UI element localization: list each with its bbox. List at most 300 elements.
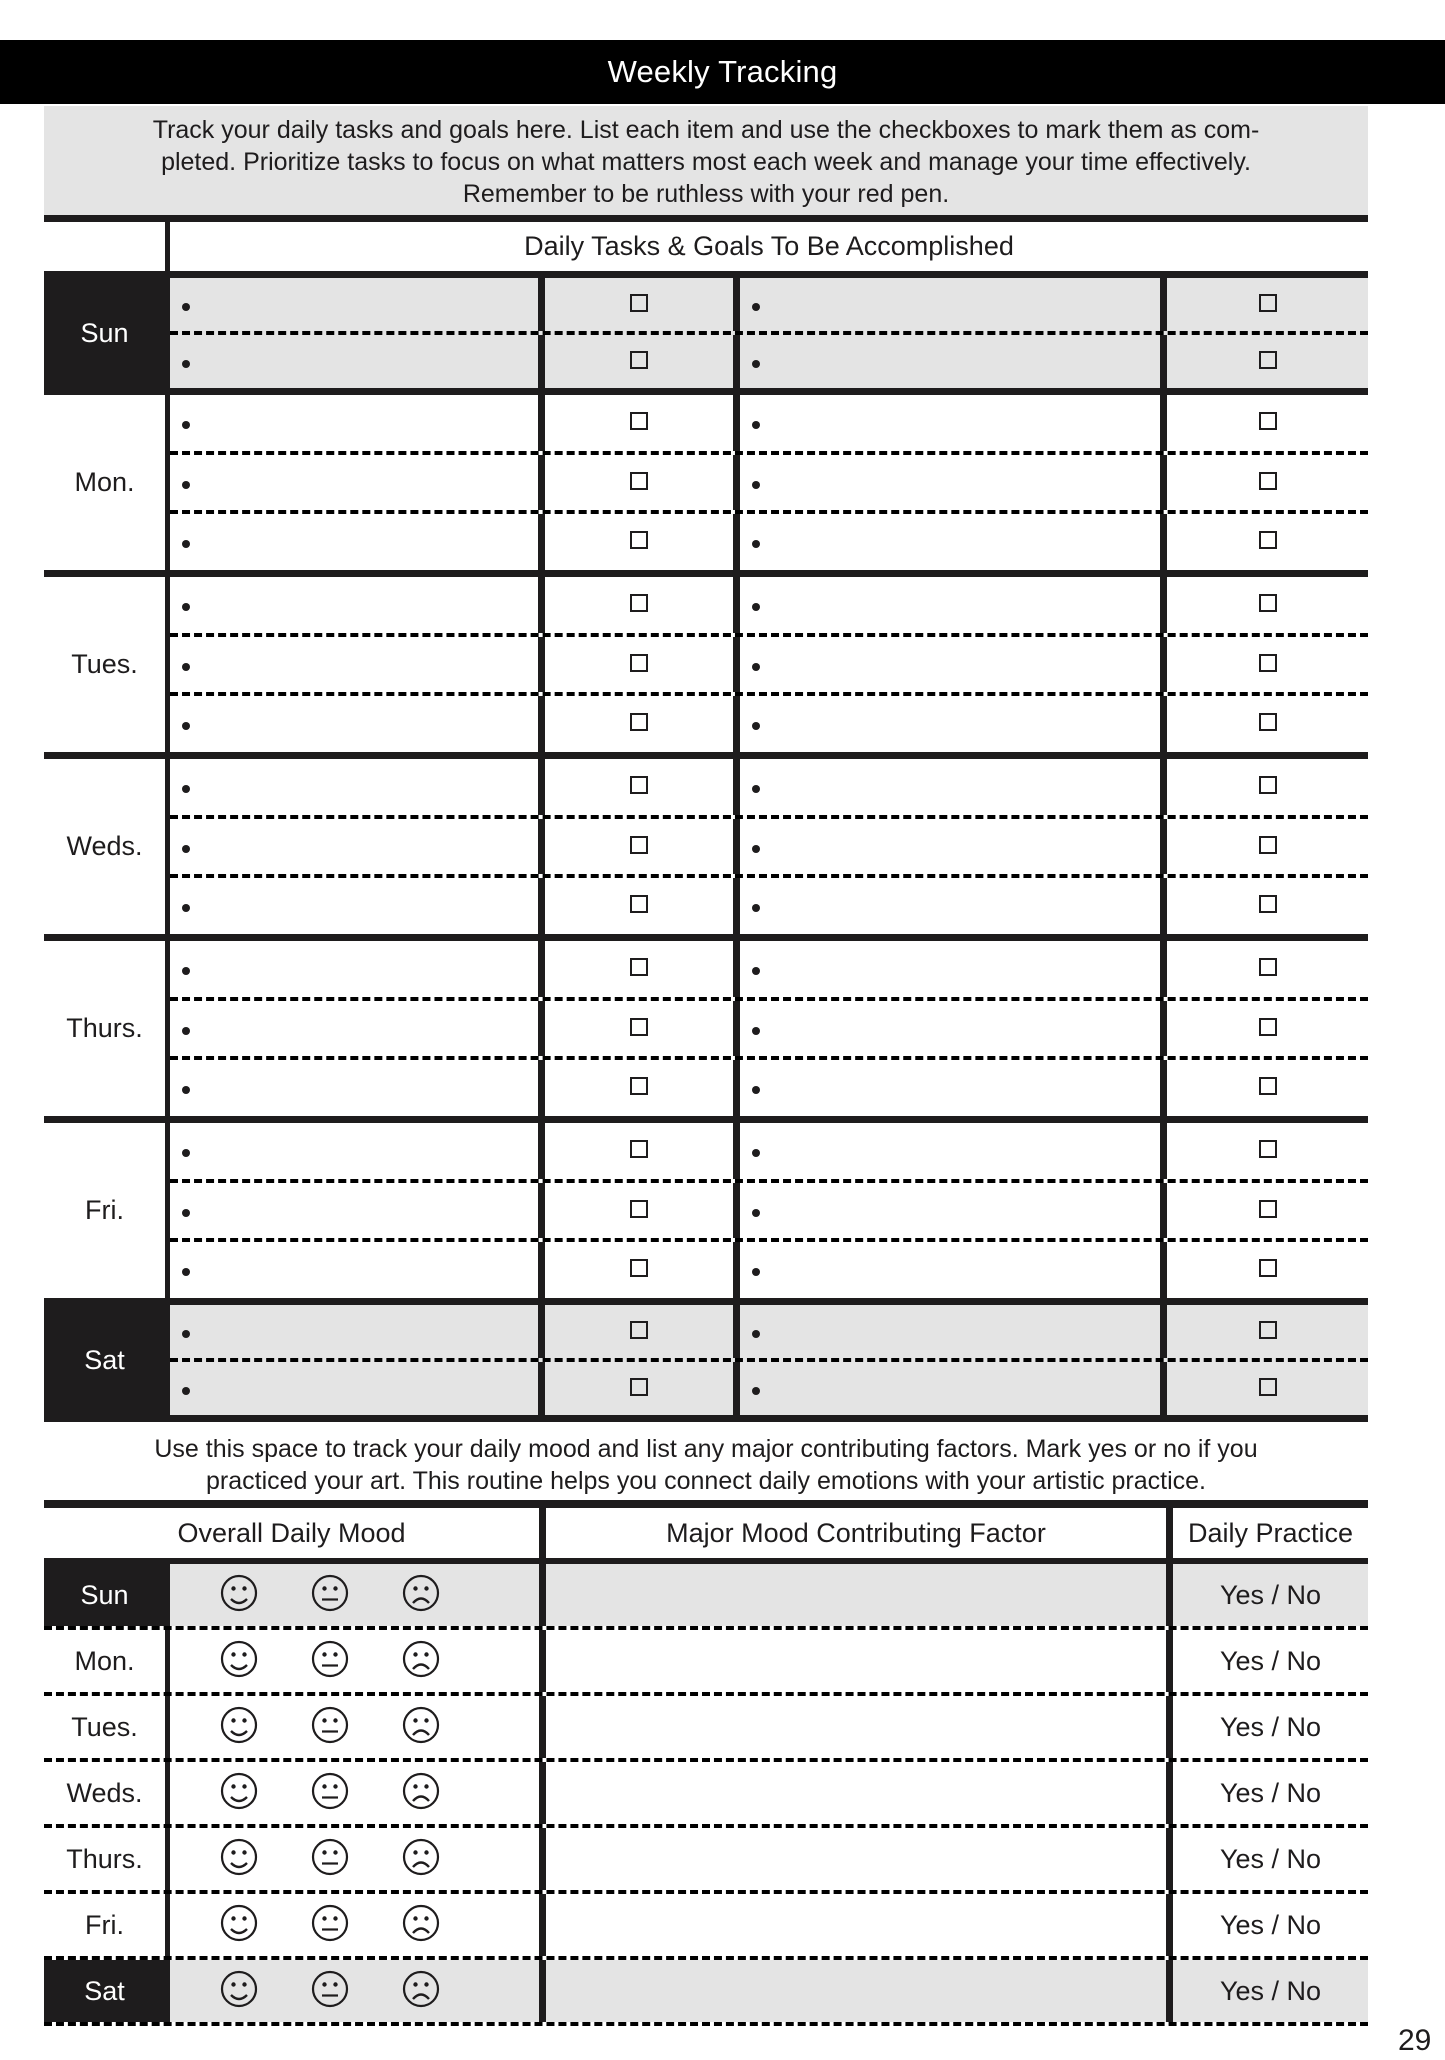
practice-yes-no[interactable]: Yes / No bbox=[1219, 1843, 1322, 1874]
checkbox-icon[interactable] bbox=[630, 836, 648, 854]
task-check-cell bbox=[1167, 335, 1368, 388]
mood-row bbox=[44, 1828, 1368, 1894]
practice-header-label: Daily Practice bbox=[1187, 1518, 1354, 1548]
column-divider bbox=[733, 878, 740, 934]
mood-day-rows bbox=[44, 1564, 1368, 2026]
checkbox-icon[interactable] bbox=[630, 531, 648, 549]
task-entry-field[interactable] bbox=[170, 514, 538, 570]
checkbox-icon[interactable] bbox=[1259, 1321, 1277, 1339]
checkbox-icon[interactable] bbox=[630, 351, 648, 369]
bullet-icon bbox=[182, 785, 190, 793]
factor-header-label: Major Mood Contributing Factor bbox=[666, 1518, 1046, 1548]
checkbox-icon[interactable] bbox=[630, 594, 648, 612]
task-check-cell bbox=[1167, 878, 1368, 934]
column-divider bbox=[1160, 1001, 1167, 1057]
mood-row bbox=[44, 1960, 1368, 2026]
mood-row bbox=[44, 1630, 1368, 1696]
task-check-cell bbox=[1167, 1242, 1368, 1298]
column-divider bbox=[733, 819, 740, 875]
practice-yes-no[interactable]: Yes / No bbox=[1219, 1909, 1322, 1940]
task-entry-field[interactable] bbox=[170, 819, 538, 875]
bullet-icon bbox=[752, 785, 760, 793]
task-row bbox=[170, 1305, 1368, 1358]
day-block bbox=[44, 1123, 1368, 1298]
checkbox-icon[interactable] bbox=[1259, 351, 1277, 369]
table-border bbox=[44, 1500, 1368, 1508]
mood-table bbox=[44, 1500, 1368, 2026]
column-divider bbox=[538, 637, 545, 693]
smiley-happy-icon[interactable] bbox=[220, 1574, 258, 1612]
checkbox-icon[interactable] bbox=[630, 895, 648, 913]
task-entry-field[interactable] bbox=[170, 395, 538, 451]
table-border bbox=[44, 1415, 1368, 1422]
task-row bbox=[170, 941, 1368, 997]
column-divider bbox=[539, 1828, 546, 1890]
smiley-neutral-icon[interactable] bbox=[311, 1970, 349, 2008]
checkbox-icon[interactable] bbox=[630, 1140, 648, 1158]
column-divider bbox=[538, 819, 545, 875]
task-row bbox=[170, 331, 1368, 388]
column-divider bbox=[733, 759, 740, 815]
task-row bbox=[170, 1056, 1368, 1116]
checkbox-icon[interactable] bbox=[630, 1018, 648, 1036]
task-entry-field[interactable] bbox=[170, 455, 538, 511]
task-entry-field[interactable] bbox=[740, 819, 1160, 875]
practice-yes-no[interactable]: Yes / No bbox=[1173, 1564, 1368, 1626]
task-check-cell bbox=[1167, 577, 1368, 633]
smiley-sad-icon[interactable] bbox=[402, 1772, 440, 1810]
column-divider bbox=[1166, 1894, 1173, 1956]
practice-yes-no[interactable]: Yes / No bbox=[1219, 1645, 1322, 1676]
column-divider bbox=[1160, 1362, 1167, 1415]
day-label: Weds. bbox=[66, 831, 143, 861]
bullet-icon bbox=[182, 663, 190, 671]
column-divider bbox=[539, 1508, 546, 1558]
practice-yes-no[interactable]: Yes / No bbox=[1173, 1960, 1368, 2022]
bullet-icon bbox=[752, 360, 760, 368]
mood-factor-field[interactable] bbox=[546, 1696, 1166, 1758]
column-divider bbox=[1160, 278, 1167, 331]
checkbox-icon[interactable] bbox=[630, 1378, 648, 1396]
checkbox-icon[interactable] bbox=[1259, 1200, 1277, 1218]
checkbox-icon[interactable] bbox=[1259, 654, 1277, 672]
bullet-icon bbox=[752, 1268, 760, 1276]
task-entry-field[interactable] bbox=[740, 637, 1160, 693]
checkbox-icon[interactable] bbox=[630, 1321, 648, 1339]
task-check-cell bbox=[1167, 759, 1368, 815]
task-check-cell bbox=[1167, 1001, 1368, 1057]
table-border bbox=[44, 1298, 1368, 1305]
task-entry-field[interactable] bbox=[170, 941, 538, 997]
mood-select-cell bbox=[170, 1564, 539, 1626]
table-border bbox=[44, 934, 1368, 941]
instruction-line: pleted. Prioritize tasks to focus on what matters most each week and manage your time effectively. bbox=[161, 148, 1251, 176]
mood-factor-field[interactable] bbox=[546, 1894, 1166, 1956]
smiley-neutral-icon[interactable] bbox=[311, 1904, 349, 1942]
column-divider bbox=[733, 637, 740, 693]
task-row bbox=[170, 997, 1368, 1057]
mood-header-row bbox=[44, 1508, 1368, 1558]
tasks-instructions bbox=[44, 106, 1368, 215]
smiley-neutral-icon[interactable] bbox=[311, 1574, 349, 1612]
checkbox-icon[interactable] bbox=[1259, 294, 1277, 312]
task-rows bbox=[170, 577, 1368, 752]
column-divider bbox=[538, 395, 545, 451]
column-divider bbox=[1160, 637, 1167, 693]
checkbox-icon[interactable] bbox=[630, 1200, 648, 1218]
day-label: Thurs. bbox=[66, 1013, 143, 1043]
bullet-icon bbox=[752, 663, 760, 671]
mood-select-cell bbox=[170, 1894, 539, 1956]
day-block bbox=[44, 395, 1368, 570]
task-entry-field[interactable] bbox=[740, 1242, 1160, 1298]
day-label: Tues. bbox=[71, 1711, 138, 1742]
bullet-icon bbox=[752, 845, 760, 853]
bullet-icon bbox=[752, 1149, 760, 1157]
task-entry-field[interactable] bbox=[740, 278, 1160, 331]
checkbox-icon[interactable] bbox=[1259, 531, 1277, 549]
column-divider bbox=[539, 1630, 546, 1692]
checkbox-icon[interactable] bbox=[1259, 713, 1277, 731]
task-entry-field[interactable] bbox=[170, 696, 538, 752]
task-check-cell bbox=[1167, 637, 1368, 693]
task-check-cell bbox=[545, 577, 733, 633]
smiley-happy-icon[interactable] bbox=[220, 1772, 258, 1810]
table-border bbox=[44, 570, 1368, 577]
day-label: Thurs. bbox=[66, 1843, 143, 1874]
column-divider bbox=[1166, 1564, 1173, 1626]
smiley-sad-icon[interactable] bbox=[402, 1706, 440, 1744]
table-border bbox=[44, 752, 1368, 759]
bullet-icon bbox=[182, 1149, 190, 1157]
task-entry-field[interactable] bbox=[170, 1001, 538, 1057]
column-divider bbox=[1160, 514, 1167, 570]
task-entry-field[interactable] bbox=[740, 1362, 1160, 1415]
task-entry-field[interactable] bbox=[740, 335, 1160, 388]
checkbox-icon[interactable] bbox=[1259, 776, 1277, 794]
bullet-icon bbox=[182, 540, 190, 548]
column-divider bbox=[1166, 1960, 1173, 2022]
column-divider bbox=[1160, 1183, 1167, 1239]
task-entry-field[interactable] bbox=[740, 455, 1160, 511]
bullet-icon bbox=[182, 1086, 190, 1094]
column-divider bbox=[1160, 696, 1167, 752]
task-check-cell bbox=[545, 278, 733, 331]
checkbox-icon[interactable] bbox=[1259, 412, 1277, 430]
column-divider bbox=[1160, 577, 1167, 633]
checkbox-icon[interactable] bbox=[630, 958, 648, 976]
task-row bbox=[170, 577, 1368, 633]
column-divider bbox=[538, 941, 545, 997]
bullet-icon bbox=[182, 1027, 190, 1035]
mood-factor-field[interactable] bbox=[546, 1564, 1166, 1626]
task-entry-field[interactable] bbox=[740, 1183, 1160, 1239]
smiley-neutral-icon[interactable] bbox=[311, 1706, 349, 1744]
bullet-icon bbox=[182, 303, 190, 311]
column-divider bbox=[733, 395, 740, 451]
task-row bbox=[170, 815, 1368, 875]
checkbox-icon[interactable] bbox=[1259, 1140, 1277, 1158]
task-entry-field[interactable] bbox=[170, 335, 538, 388]
column-divider bbox=[733, 941, 740, 997]
column-divider bbox=[539, 1960, 546, 2022]
task-check-cell bbox=[545, 696, 733, 752]
column-divider bbox=[538, 1362, 545, 1415]
task-check-cell bbox=[545, 1183, 733, 1239]
column-divider bbox=[1160, 455, 1167, 511]
bullet-icon bbox=[182, 1209, 190, 1217]
task-check-cell bbox=[545, 878, 733, 934]
checkbox-icon[interactable] bbox=[1259, 1259, 1277, 1277]
mood-row bbox=[44, 1564, 1368, 1630]
task-check-cell bbox=[545, 941, 733, 997]
day-block bbox=[44, 577, 1368, 752]
column-divider bbox=[538, 1305, 545, 1358]
bullet-icon bbox=[752, 540, 760, 548]
checkbox-icon[interactable] bbox=[630, 1259, 648, 1277]
task-row bbox=[170, 395, 1368, 451]
mood-factor-field[interactable] bbox=[546, 1828, 1166, 1890]
task-entry-field[interactable] bbox=[740, 1123, 1160, 1179]
task-check-cell bbox=[545, 1001, 733, 1057]
mood-select-cell bbox=[170, 1960, 539, 2022]
bullet-icon bbox=[182, 481, 190, 489]
mood-row bbox=[44, 1696, 1368, 1762]
bullet-icon bbox=[182, 603, 190, 611]
task-check-cell bbox=[545, 514, 733, 570]
task-check-cell bbox=[1167, 395, 1368, 451]
task-entry-field[interactable] bbox=[170, 1362, 538, 1415]
checkbox-icon[interactable] bbox=[630, 654, 648, 672]
task-entry-field[interactable] bbox=[740, 514, 1160, 570]
task-check-cell bbox=[545, 335, 733, 388]
day-block bbox=[44, 1305, 1368, 1415]
task-entry-field[interactable] bbox=[740, 878, 1160, 934]
bullet-icon bbox=[182, 967, 190, 975]
column-divider bbox=[733, 1305, 740, 1358]
smiley-sad-icon[interactable] bbox=[402, 1640, 440, 1678]
task-row bbox=[170, 1358, 1368, 1415]
mood-factor-field[interactable] bbox=[546, 1630, 1166, 1692]
tasks-header-label: Daily Tasks & Goals To Be Accomplished bbox=[524, 231, 1014, 261]
checkbox-icon[interactable] bbox=[1259, 1018, 1277, 1036]
mood-select-cell bbox=[170, 1630, 539, 1692]
column-divider bbox=[733, 1001, 740, 1057]
mood-factor-field[interactable] bbox=[546, 1960, 1166, 2022]
task-entry-field[interactable] bbox=[740, 696, 1160, 752]
smiley-sad-icon[interactable] bbox=[402, 1574, 440, 1612]
task-check-cell bbox=[1167, 1123, 1368, 1179]
column-divider bbox=[1166, 1762, 1173, 1824]
practice-yes-no[interactable]: Yes / No bbox=[1219, 1711, 1322, 1742]
smiley-happy-icon[interactable] bbox=[220, 1904, 258, 1942]
smiley-neutral-icon[interactable] bbox=[311, 1772, 349, 1810]
checkbox-icon[interactable] bbox=[1259, 472, 1277, 490]
bullet-icon bbox=[182, 360, 190, 368]
column-divider bbox=[733, 335, 740, 388]
instruction-line: Remember to be ruthless with your red pen. bbox=[462, 180, 950, 208]
column-divider bbox=[538, 577, 545, 633]
task-entry-field[interactable] bbox=[170, 759, 538, 815]
column-divider bbox=[733, 455, 740, 511]
checkbox-icon[interactable] bbox=[630, 412, 648, 430]
column-divider bbox=[733, 1123, 740, 1179]
smiley-neutral-icon[interactable] bbox=[311, 1838, 349, 1876]
task-check-cell bbox=[1167, 819, 1368, 875]
column-divider bbox=[1160, 759, 1167, 815]
column-divider bbox=[538, 455, 545, 511]
task-check-cell bbox=[545, 1060, 733, 1116]
column-divider bbox=[538, 1060, 545, 1116]
column-divider bbox=[733, 1362, 740, 1415]
task-check-cell bbox=[1167, 1362, 1368, 1415]
checkbox-icon[interactable] bbox=[630, 713, 648, 731]
task-row bbox=[170, 633, 1368, 693]
task-entry-field[interactable] bbox=[170, 1123, 538, 1179]
table-border bbox=[44, 1116, 1368, 1123]
task-rows bbox=[170, 941, 1368, 1116]
column-divider bbox=[538, 278, 545, 331]
bullet-icon bbox=[752, 967, 760, 975]
column-divider bbox=[1166, 1630, 1173, 1692]
bullet-icon bbox=[752, 1027, 760, 1035]
smiley-happy-icon[interactable] bbox=[220, 1970, 258, 2008]
column-divider bbox=[733, 1060, 740, 1116]
checkbox-icon[interactable] bbox=[1259, 958, 1277, 976]
column-divider bbox=[733, 1242, 740, 1298]
bullet-icon bbox=[752, 603, 760, 611]
column-divider bbox=[539, 1696, 546, 1758]
bullet-icon bbox=[752, 481, 760, 489]
smiley-happy-icon[interactable] bbox=[220, 1640, 258, 1678]
checkbox-icon[interactable] bbox=[1259, 1077, 1277, 1095]
column-divider bbox=[733, 514, 740, 570]
bullet-icon bbox=[752, 722, 760, 730]
table-border bbox=[44, 388, 1368, 395]
task-entry-field[interactable] bbox=[740, 1060, 1160, 1116]
page-number: 29 bbox=[1398, 2024, 1432, 2057]
day-label: Tues. bbox=[71, 649, 138, 679]
mood-instructions bbox=[44, 1430, 1368, 1500]
mood-select-cell bbox=[170, 1828, 539, 1890]
task-check-cell bbox=[1167, 514, 1368, 570]
column-divider bbox=[733, 696, 740, 752]
task-entry-field[interactable] bbox=[170, 1060, 538, 1116]
checkbox-icon[interactable] bbox=[630, 294, 648, 312]
smiley-neutral-icon[interactable] bbox=[311, 1640, 349, 1678]
column-divider bbox=[538, 696, 545, 752]
column-divider bbox=[1166, 1508, 1173, 1558]
task-entry-field[interactable] bbox=[740, 1305, 1160, 1358]
column-divider bbox=[538, 878, 545, 934]
task-check-cell bbox=[1167, 1060, 1368, 1116]
task-check-cell bbox=[1167, 1183, 1368, 1239]
checkbox-icon[interactable] bbox=[630, 472, 648, 490]
task-check-cell bbox=[545, 455, 733, 511]
task-check-cell bbox=[1167, 941, 1368, 997]
checkbox-icon[interactable] bbox=[1259, 594, 1277, 612]
column-divider bbox=[1160, 819, 1167, 875]
task-check-cell bbox=[545, 395, 733, 451]
column-divider bbox=[1160, 335, 1167, 388]
task-entry-field[interactable] bbox=[740, 395, 1160, 451]
task-row bbox=[170, 510, 1368, 570]
column-divider bbox=[733, 1183, 740, 1239]
column-divider bbox=[539, 1564, 546, 1626]
tasks-table bbox=[44, 215, 1368, 1422]
day-label: Mon. bbox=[74, 467, 135, 497]
column-divider bbox=[538, 1001, 545, 1057]
column-divider bbox=[733, 577, 740, 633]
mood-factor-field[interactable] bbox=[546, 1762, 1166, 1824]
checkbox-icon[interactable] bbox=[1259, 895, 1277, 913]
column-divider bbox=[538, 1242, 545, 1298]
instruction-line: practiced your art. This routine helps you connect daily emotions with your artistic practice. bbox=[206, 1467, 1206, 1495]
task-check-cell bbox=[545, 1242, 733, 1298]
mood-select-cell bbox=[170, 1696, 539, 1758]
task-entry-field[interactable] bbox=[740, 759, 1160, 815]
instruction-line: Track your daily tasks and goals here. List each item and use the checkboxes to mark them as com- bbox=[152, 116, 1260, 144]
practice-yes-no[interactable]: Yes / No bbox=[1219, 1777, 1322, 1808]
task-entry-field[interactable] bbox=[170, 1305, 538, 1358]
checkbox-icon[interactable] bbox=[630, 776, 648, 794]
column-divider bbox=[538, 1183, 545, 1239]
column-divider bbox=[1160, 941, 1167, 997]
checkbox-icon[interactable] bbox=[630, 1077, 648, 1095]
column-divider bbox=[1160, 1305, 1167, 1358]
smiley-sad-icon[interactable] bbox=[402, 1838, 440, 1876]
smiley-happy-icon[interactable] bbox=[220, 1706, 258, 1744]
task-entry-field[interactable] bbox=[740, 941, 1160, 997]
checkbox-icon[interactable] bbox=[1259, 1378, 1277, 1396]
smiley-happy-icon[interactable] bbox=[220, 1838, 258, 1876]
bullet-icon bbox=[752, 1330, 760, 1338]
bullet-icon bbox=[752, 904, 760, 912]
checkbox-icon[interactable] bbox=[1259, 836, 1277, 854]
task-entry-field[interactable] bbox=[740, 1001, 1160, 1057]
task-row bbox=[170, 1179, 1368, 1239]
bullet-icon bbox=[182, 1387, 190, 1395]
task-check-cell bbox=[1167, 696, 1368, 752]
day-block bbox=[44, 278, 1368, 388]
task-entry-field[interactable] bbox=[170, 1183, 538, 1239]
column-divider bbox=[538, 335, 545, 388]
table-border bbox=[44, 271, 1368, 278]
mood-select-cell bbox=[170, 1762, 539, 1824]
day-label: Sat bbox=[44, 1305, 165, 1415]
task-row bbox=[170, 451, 1368, 511]
day-label: Sun bbox=[44, 1564, 165, 1626]
task-entry-field[interactable] bbox=[170, 637, 538, 693]
day-label: Sun bbox=[44, 278, 165, 388]
task-entry-field[interactable] bbox=[170, 278, 538, 331]
task-entry-field[interactable] bbox=[170, 878, 538, 934]
day-label: Weds. bbox=[66, 1777, 143, 1808]
task-entry-field[interactable] bbox=[170, 1242, 538, 1298]
column-divider bbox=[1160, 1123, 1167, 1179]
day-label: Fri. bbox=[85, 1909, 124, 1940]
instruction-line: Use this space to track your daily mood and list any major contributing factors. Mark yes or no if you bbox=[154, 1435, 1258, 1463]
bullet-icon bbox=[182, 1268, 190, 1276]
column-divider bbox=[1160, 395, 1167, 451]
smiley-sad-icon[interactable] bbox=[402, 1904, 440, 1942]
task-entry-field[interactable] bbox=[740, 577, 1160, 633]
smiley-sad-icon[interactable] bbox=[402, 1970, 440, 2008]
column-divider bbox=[539, 1894, 546, 1956]
column-divider bbox=[538, 759, 545, 815]
task-entry-field[interactable] bbox=[170, 577, 538, 633]
task-day-blocks bbox=[44, 278, 1368, 1422]
